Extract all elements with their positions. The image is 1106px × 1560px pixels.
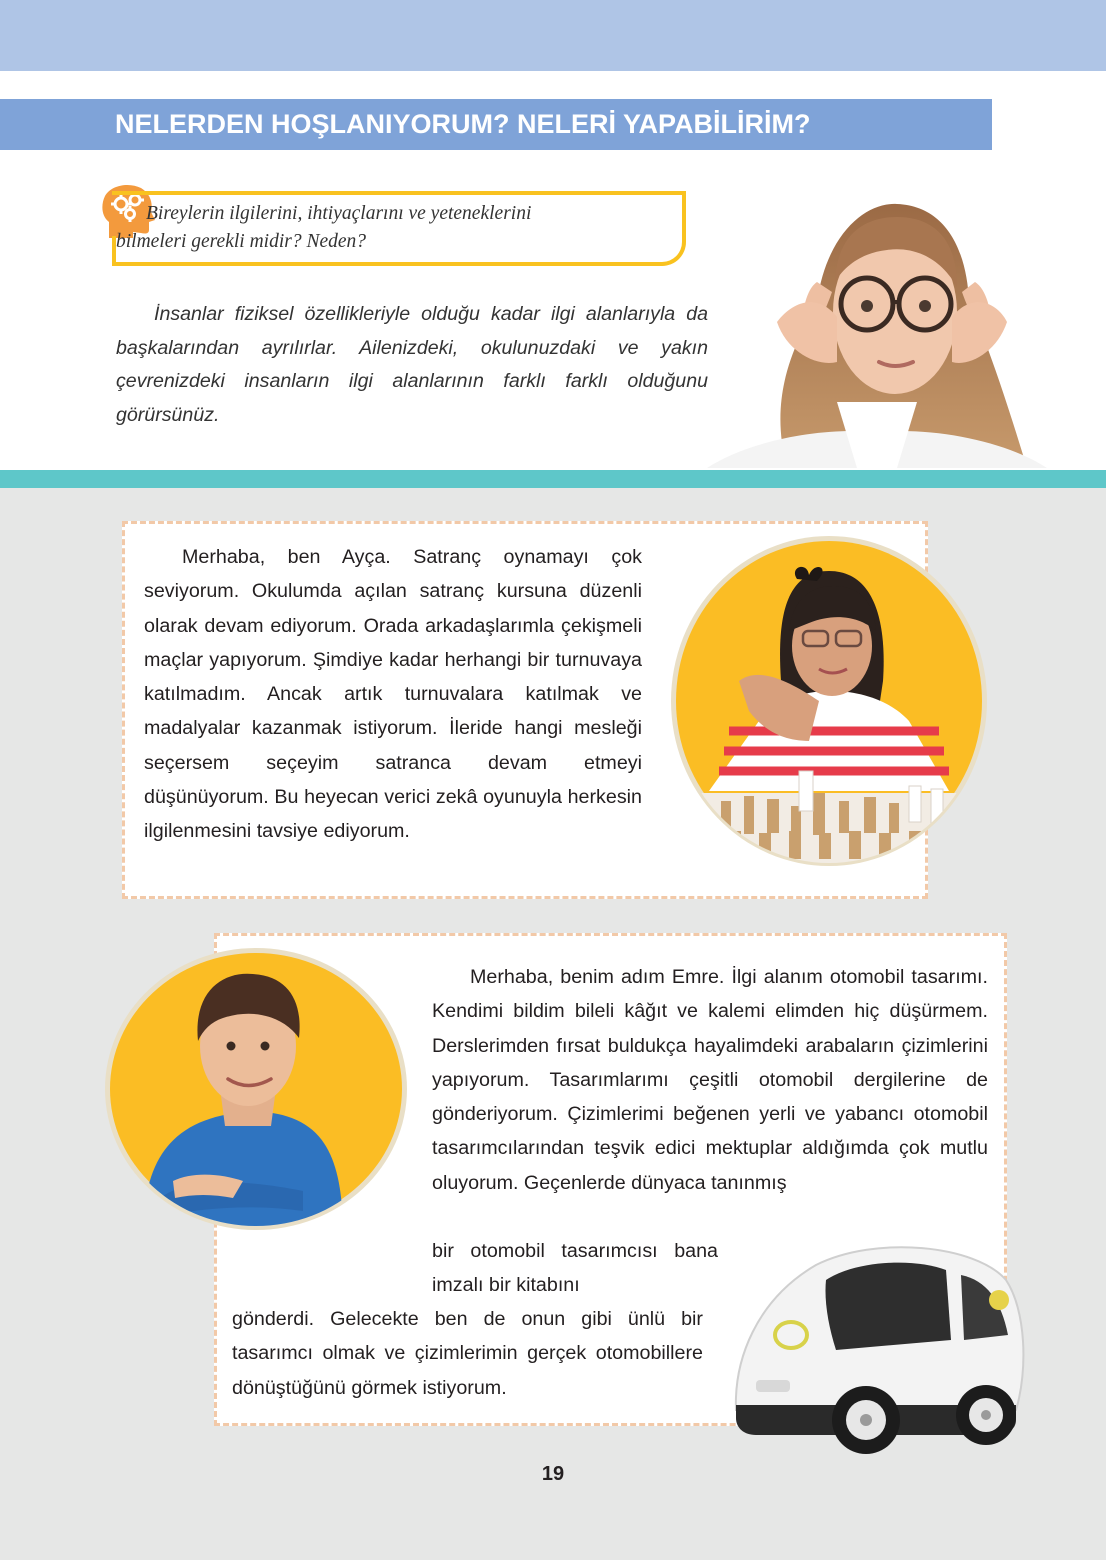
question-line-1: Bireylerin ilgilerini, ihtiyaçlarını ve yeteneklerini — [146, 203, 532, 224]
page-number: 19 — [541, 1463, 565, 1485]
intro-text: İnsanlar fiziksel özellikleriyle olduğu kadar ilgi alanlarıyla da başkalarından ayrılırlar. Ailenizdeki, okulunuzdaki ve yakın çevrenizdeki insanların ilgi alanlarının farklı farklı olduğunu görürsünüz. — [116, 303, 708, 426]
emre-text-3: gönderdi. Gelecekte ben de onun gibi ünlü bir tasarımcı olmak ve çizimlerimin gerçek otomobillere dönüştüğünü görmek istiyorum. — [232, 1308, 703, 1399]
girl-playing-chess-photo — [669, 531, 989, 866]
question-box — [112, 191, 686, 266]
ayca-story — [144, 540, 642, 849]
page-title: NELERDEN HOŞLANIYORUM? NELERİ YAPABİLİRİM? — [0, 99, 992, 150]
top-band — [0, 0, 1106, 71]
emre-story-part-1 — [432, 960, 988, 1200]
section-divider — [0, 470, 1106, 488]
question-line-2: bilmeleri gerekli midir? Neden? — [116, 231, 367, 252]
concept-car-photo — [716, 1240, 1034, 1466]
emre-story-part-3 — [232, 1302, 703, 1405]
emre-text-2: bir otomobil tasarımcısı bana imzalı bir kitabını — [432, 1240, 718, 1297]
emre-text-1: Merhaba, benim adım Emre. İlgi alanım otomobil tasarımı. Kendimi bildim bileli kâğıt ve kalemi elimden hiç düşürmem. Derslerimden fırsat buldukça hayalimdeki arabaların çizimlerini yapıyorum. Tasarımlarımı çeşitli otomobil dergilerine de gönderiyorum. Çizimlerimi beğenen yerli ve yabancı otomobil tasarımcılarından teşvik edici mektuplar aldığımda çok mutlu oluyorum. Geçenlerde dünyaca tanınmış — [432, 966, 988, 1194]
ayca-text: Merhaba, ben Ayça. Satranç oynamayı çok seviyorum. Okulumda açılan satranç kursuna düzenli olarak devam ediyorum. Orada arkadaşlarımla çekişmeli maçlar yapıyorum. Şimdiye kadar herhangi bir turnuvaya katılmadım. Ancak artık turnuvalara katılmak ve madalyalar kazanmak istiyorum. İleride hangi mesleği seçersem seçeyim satranca devam etmeyi düşünüyorum. Bu heyecan verici zekâ oyunuyla herkesin ilgilenmesini tavsiye ediyorum. — [144, 546, 642, 843]
emre-story-part-2 — [432, 1234, 718, 1303]
intro-paragraph — [116, 298, 708, 432]
girl-with-glasses-photo — [707, 192, 1047, 468]
boy-smiling-photo — [103, 946, 409, 1232]
